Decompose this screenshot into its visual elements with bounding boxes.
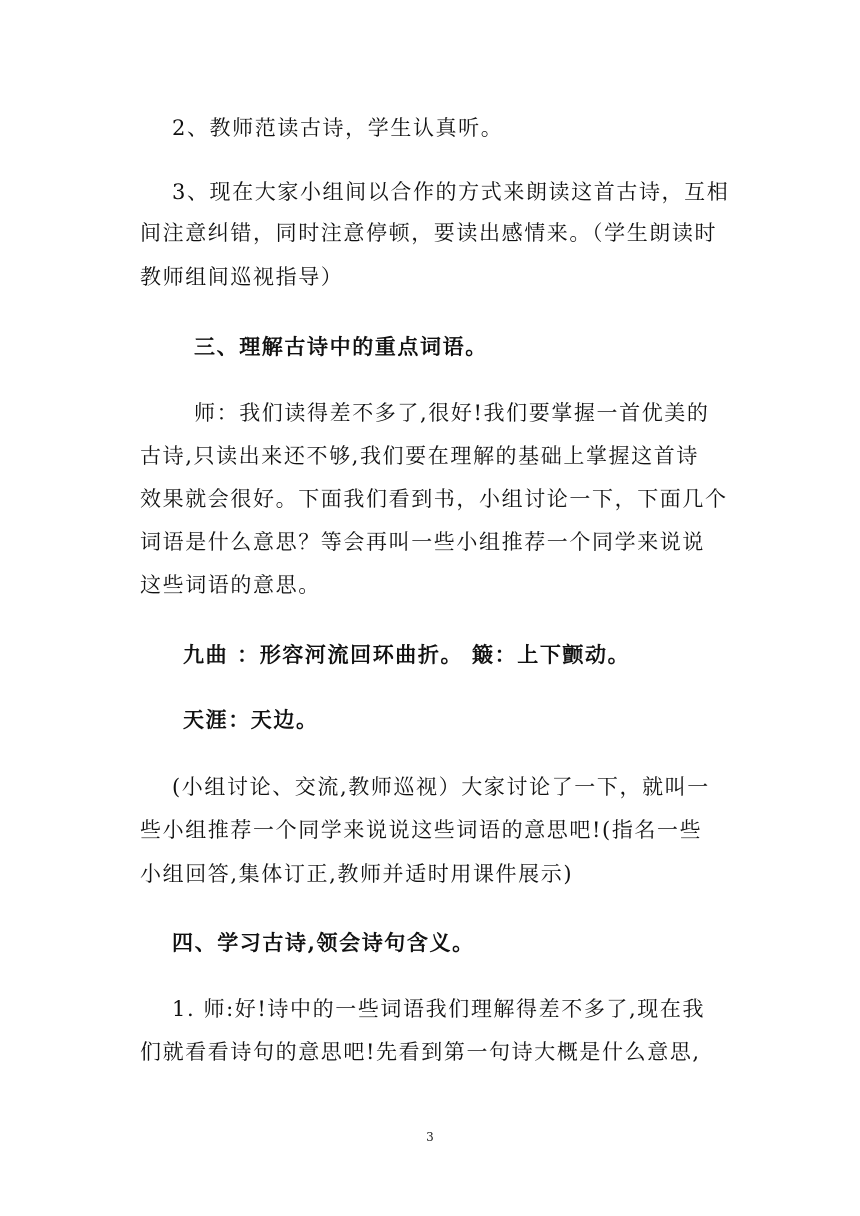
paragraph-step-3-line-3: 教师组间巡视指导）: [140, 265, 344, 289]
discussion-paragraph-line-3: 小组回答,集体订正,教师并适时用课件展示): [140, 862, 574, 886]
teacher-paragraph-line-1: 师：我们读得差不多了,很好!我们要掌握一首优美的: [194, 401, 710, 425]
paragraph-step-3-line-2: 间注意纠错，同时注意停顿，要读出感情来。（学生朗读时: [140, 221, 718, 245]
vocabulary-line-2: 天涯：天边。: [183, 707, 319, 732]
teacher-paragraph-line-4: 词语是什么意思？等会再叫一些小组推荐一个同学来说说: [140, 530, 705, 554]
teacher-paragraph-line-5: 这些词语的意思。: [140, 573, 321, 597]
paragraph-step-2: 2、教师范读古诗，学生认真听。: [172, 116, 504, 140]
teacher-paragraph-line-2: 古诗,只读出来还不够,我们要在理解的基础上掌握这首诗: [140, 444, 699, 468]
paragraph-step-3-line-1: 3、现在大家小组间以合作的方式来朗读这首古诗，互相: [172, 180, 730, 204]
teacher-paragraph-line-3: 效果就会很好。下面我们看到书，小组讨论一下，下面几个: [140, 487, 728, 511]
discussion-paragraph-line-2: 些小组推荐一个同学来说说这些词语的意思吧!(指名一些: [140, 818, 703, 842]
section-heading-4: 四、学习古诗,领会诗句含义。: [172, 930, 475, 955]
vocabulary-line-1: 九曲 ：形容河流回环曲折。 簸：上下颤动。: [183, 642, 631, 667]
study-paragraph-line-2: 们就看看诗句的意思吧!先看到第一句诗大概是什么意思,: [140, 1040, 701, 1064]
section-heading-3: 三、理解古诗中的重点词语。: [194, 334, 488, 359]
study-paragraph-line-1: 1. 师:好!诗中的一些词语我们理解得差不多了,现在我: [172, 997, 706, 1021]
discussion-paragraph-line-1: (小组讨论、交流,教师巡视）大家讨论了一下，就叫一: [172, 775, 710, 799]
page-number: 3: [426, 1130, 434, 1144]
